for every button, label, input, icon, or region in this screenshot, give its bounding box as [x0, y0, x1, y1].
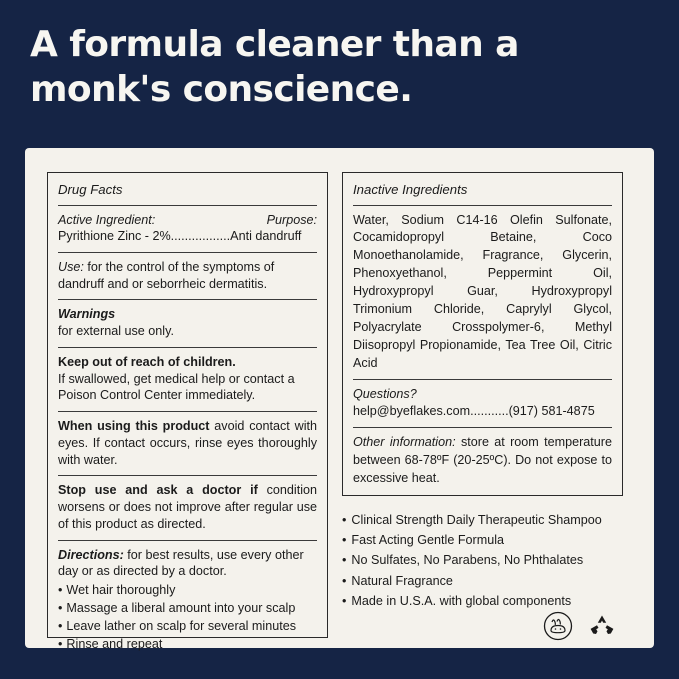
- stop-use-block: [58, 482, 317, 532]
- when-using-block: [58, 418, 317, 468]
- stop-use-text: condition worsens or does not improve after regular use of this product as directed.: [58, 483, 318, 531]
- inactive-ingredients-title: Inactive Ingredients: [353, 182, 468, 197]
- cruelty-free-icon: [543, 611, 573, 641]
- directions-label: Directions:: [58, 547, 124, 562]
- inactive-ingredients-body: Water, Sodium C14-16 Olefin Sulfonate, Cocamidopropyl Betaine, Coco Monoethanolamide, Fragrance, Glycerin, Phenoxyethanol, Peppermint Oil, Hydroxypropyl Guar, Hydroxypropyl Trimonium Chloride, Caprylyl Glycol, Polyacrylate Crosspolymer-6, Methyl Diisopropyl Propionamide, Tea Tree Oil, Citric Acid: [353, 212, 612, 370]
- page-title: A formula cleaner than a monk's conscience.: [30, 24, 519, 111]
- drug-facts-column: [47, 172, 328, 651]
- divider: [58, 475, 317, 476]
- keep-out-text: If swallowed, get medical help or contact a Poison Control Center immediately.: [58, 371, 295, 403]
- inactive-ingredients-box: [342, 172, 623, 496]
- active-ingredient-header: [58, 212, 317, 229]
- list-item: • Wet hair thoroughly: [58, 582, 317, 600]
- list-item: • No Sulfates, No Parabens, No Phthalates: [342, 550, 623, 570]
- warnings-title: Warnings: [58, 307, 116, 322]
- divider: [58, 540, 317, 541]
- label-panel: [25, 148, 654, 651]
- list-item: • Natural Fragrance: [342, 571, 623, 591]
- list-item: • Massage a liberal amount into your scalp: [58, 600, 317, 618]
- list-item: • Clinical Strength Daily Therapeutic Shampoo: [342, 510, 623, 530]
- recycle-icon: [587, 611, 617, 641]
- certification-icons: [342, 611, 623, 647]
- divider: [353, 427, 612, 428]
- warnings-text: for external use only.: [58, 324, 174, 339]
- active-ingredient-label: Active Ingredient:: [58, 212, 156, 227]
- stop-use-title: Stop use and ask a doctor if: [58, 483, 258, 498]
- divider: [58, 411, 317, 412]
- questions-title: Questions?: [353, 387, 417, 402]
- divider: [58, 347, 317, 348]
- use-label: Use:: [58, 260, 84, 275]
- use-block: [58, 259, 317, 292]
- when-using-text: avoid contact with eyes. If contact occurs, rinse eyes thoroughly with water.: [58, 419, 317, 467]
- divider: [353, 379, 612, 380]
- other-information-text: store at room temperature between 68-78ºF (20-25ºC). Do not expose to excessive heat.: [353, 434, 613, 485]
- drug-facts-title: Drug Facts: [58, 182, 123, 197]
- divider: [58, 299, 317, 300]
- keep-out-title: Keep out of reach of children.: [58, 354, 236, 369]
- directions-text: for best results, use every other day or as directed by a doctor.: [58, 547, 304, 579]
- claims-list: [342, 510, 623, 612]
- directions-block: [58, 547, 317, 580]
- questions-contact: help@byeflakes.com...........(917) 581-4875: [353, 404, 595, 419]
- list-item: • Fast Acting Gentle Formula: [342, 530, 623, 550]
- active-ingredient-value: Pyrithione Zinc - 2%.................Anti dandruff: [58, 229, 302, 244]
- list-item: • Made in U.S.A. with global components: [342, 591, 623, 611]
- use-text: for the control of the symptoms of dandruff and or seborrheic dermatitis.: [58, 260, 275, 291]
- directions-steps: [58, 582, 317, 654]
- divider: [353, 205, 612, 206]
- list-item: • Leave lather on scalp for several minutes: [58, 618, 317, 636]
- list-item: • Rinse and repeat: [58, 636, 317, 654]
- purpose-label: Purpose:: [266, 212, 317, 227]
- divider: [58, 252, 317, 253]
- inactive-column: [342, 172, 623, 638]
- other-information-block: [353, 434, 612, 488]
- divider: [58, 205, 317, 206]
- other-information-label: Other information:: [353, 434, 456, 449]
- when-using-title: When using this product: [58, 419, 210, 434]
